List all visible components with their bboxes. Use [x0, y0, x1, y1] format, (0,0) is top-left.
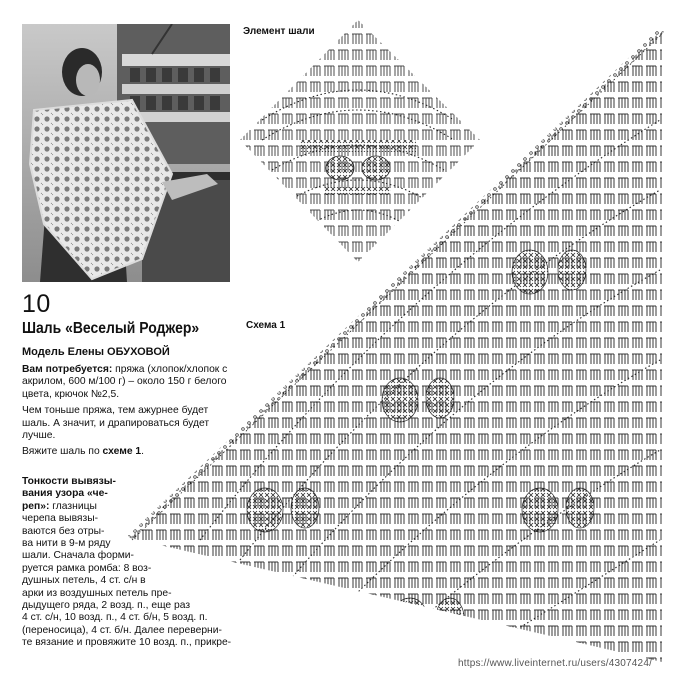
- technique-subtitle-line-1: Тонкости вывязы-: [22, 476, 116, 487]
- technique-line: 4 ст. с/н, 10 возд. п., 4 ст. б/н, 5 возд. п.: [22, 612, 208, 624]
- element-chart-label: Элемент шали: [243, 26, 315, 37]
- technique-subtitle-line-3: реп»: глазницы: [22, 500, 97, 512]
- element-chart: [236, 18, 484, 266]
- technique-subtitle-line-2: вания узора «че-: [22, 488, 108, 500]
- materials-text: пряжа (хлопок/хлопок с акрилом, 600 м/100 г) – около 150 г белого цвета, крючок №2,5.: [22, 364, 228, 400]
- tip-paragraph: Чем тоньше пряжа, тем ажурнее будет шаль. А значит, и драпироваться будет лучше.: [22, 405, 210, 442]
- source-watermark: https://www.liveinternet.ru/users/4307424/: [458, 658, 653, 669]
- technique-line: дыдущего ряда, 2 возд. п., еще раз: [22, 600, 191, 612]
- author-line: Модель Елены ОБУХОВОЙ: [22, 346, 170, 358]
- technique-line: душных петель, 4 ст. с/н в: [22, 575, 146, 587]
- pattern-title: Шаль «Веселый Роджер»: [22, 320, 200, 337]
- technique-line: ваются без отры-: [22, 525, 105, 537]
- technique-line: черепа вывязы-: [22, 513, 99, 525]
- technique-line: те вязание и провяжите 10 возд. п., прикре-: [22, 637, 232, 649]
- technique-line: шали. Сначала форми-: [22, 550, 134, 562]
- instruction-paragraph: Вяжите шаль по схеме 1.: [22, 446, 145, 458]
- materials-label: Вам потребуется:: [22, 364, 113, 375]
- scheme-reference: схеме 1: [102, 446, 142, 458]
- scheme-chart-label: Схема 1: [246, 320, 286, 331]
- technique-line: ва нити в 9-м ряду: [22, 538, 111, 550]
- technique-line: (переносица), 4 ст. б/н. Далее переверни-: [22, 624, 222, 636]
- technique-line: арки из воздушных петель пре-: [22, 587, 172, 599]
- article-number: 10: [22, 290, 51, 318]
- technique-line: руется рамка ромба: 8 воз-: [22, 562, 152, 574]
